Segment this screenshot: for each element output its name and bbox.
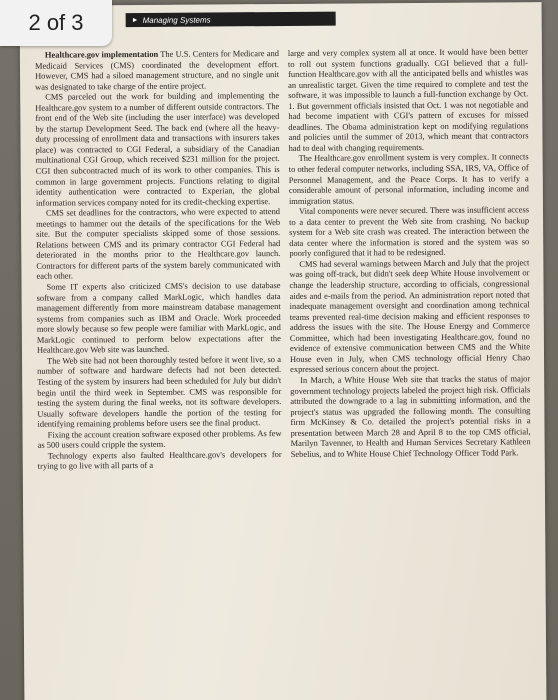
running-head (126, 12, 336, 27)
right-column (288, 46, 531, 459)
paragraph-text: CMS had several warnings between March and July that the project was going off-track, but didn't seek deep White House involvement or change the leadership structure, according to officials, congressional aides and e-mails from the period. An administration report noted that inadequate management oversight and coordination among technical teams prevented real-time decision making and efficient responses to address the issues with the site. The House Energy and Commerce Committee, which had been investigating Healthcare.gov, found no evidence of extensive communication between CMS and the White House even in July, when CMS technology official Henry Chao expressed serious concern about the project. (289, 257, 531, 375)
paragraph-text: The Web site had not been thoroughly tested before it went live, so a number of software and hardware defects had not been detected. Testing of the system by insurers had been scheduled for July but didn't begin until the third week in September. CMS was responsible for testing the system during the final weeks, not its software developers. Usually software developers handle the portion of the testing for identifying remaining problems before users see the final product. (37, 353, 282, 429)
paragraph (290, 373, 531, 459)
paragraph (289, 204, 529, 258)
page-counter: 2 of 3 (0, 0, 112, 46)
paragraph (37, 354, 282, 430)
paragraph-text: Vital components were never secured. There was insufficient access to a data center to prevent the Web site from crashing. No backup system for a Web site crash was created. The interaction between the data center where the information is stored and the system was so poorly configured that it had to be redesigned. (289, 204, 530, 259)
paragraph (289, 152, 529, 206)
paragraph-text: Technology experts also faulted Healthcare.gov's developers for trying to go live with all parts of a (37, 448, 282, 472)
bullet-icon: ► (131, 16, 139, 24)
running-head-label: Managing Systems (142, 14, 211, 25)
paragraph-text: In March, a White House Web site that tracks the status of major government technology projects labeled the project high risk. Officials attributed the downgrade to a lag in submitting information, and the project's status was upgraded the following month. The consulting firm McKinsey & Co. detailed the project's potential risks in a presentation between March 28 and April 8 to the top CMS official, Marilyn Tavenner, to Health and Human Services Secretary Kathleen Sebelius, and to White House Chief Technology Officer Todd Park. (290, 373, 531, 459)
textbook-page (20, 2, 547, 700)
paragraph-text: large and very complex system all at once. It would have been better to roll out system functions gradually. CGI believed that a full-function Healthcare.gov with all the anticipated bells and whistles was an unrealistic target. Given the time required to complete and test the software, it was impossible to launch a full-function exchange by Oct. 1. But government officials insisted that Oct. 1 was not negotiable and had become impatient with CGI's pattern of excuses for missed deadlines. The Obama administration kept on modifying regulations and policies until the summer of 2013, which meant that contractors had to deal with changing requirements. (287, 46, 529, 153)
paragraph-text: The Healthcare.gov enrollment system is very complex. It connects to other federal computer networks, including SSA, IRS, VA, Office of Personnel Management, and the Peace Corps. It has to verify a considerable amount of personal information, including income and immigration status. (288, 151, 529, 206)
paragraph-text: The U.S. Centers for Medicare and Medicaid Services (CMS) coordinated the development effort. However, CMS had a siloed management structure, and no single unit was designated to take charge of the entire project. (34, 48, 280, 92)
paragraph-text: Some IT experts also criticized CMS's decision to use database software from a company called MarkLogic, which handles data management differently from more mainstream database management systems from companies such as IBM and Oracle. Work proceeded more slowly because so few people were familiar with MarkLogic, and MarkLogic continued to perform below expectations after the Healthcare.gov Web site was launched. (36, 280, 281, 356)
paragraph (36, 206, 281, 282)
paragraph (35, 90, 280, 208)
paragraph (288, 46, 529, 153)
paragraph-text: Fixing the account creation software exposed other problems. As few as 500 users could cripple the system. (37, 427, 282, 450)
paragraph (38, 428, 282, 451)
paragraph (38, 449, 282, 472)
paragraph (289, 257, 530, 375)
paragraph (35, 48, 279, 92)
paragraph-lead: Healthcare.gov implementation (44, 48, 159, 60)
paragraph-text: CMS parceled out the work for building and implementing the Healthcare.gov system to a number of different outside contractors. The front end of the Web site (including the user interface) was developed by the startup Development Seed. The back end (where all the heavy-duty processing of enrollment data and transactions with insurers takes place) was contracted to CGI Federal, a subsidiary of the Canadian multinational CGI Group, which received $231 million for the project. CGI then subcontracted much of its work to other companies. This is common in large government projects. Functions relating to digital identity authentication were contracted to Experian, the global information services company noted for its credit-checking expertise. (35, 90, 280, 208)
paragraph (36, 280, 281, 356)
left-column (35, 48, 282, 472)
paragraph-text: CMS set deadlines for the contractors, who were expected to attend meetings to hammer out the details of the specifications for the Web site. But the computer specialists skipped some of those sessions. Relations between CMS and its primary contractor CGI Federal had deteriorated in the months prior to the Healthcare.gov launch. Contractors for different parts of the system barely communicated with each other. (36, 206, 281, 282)
